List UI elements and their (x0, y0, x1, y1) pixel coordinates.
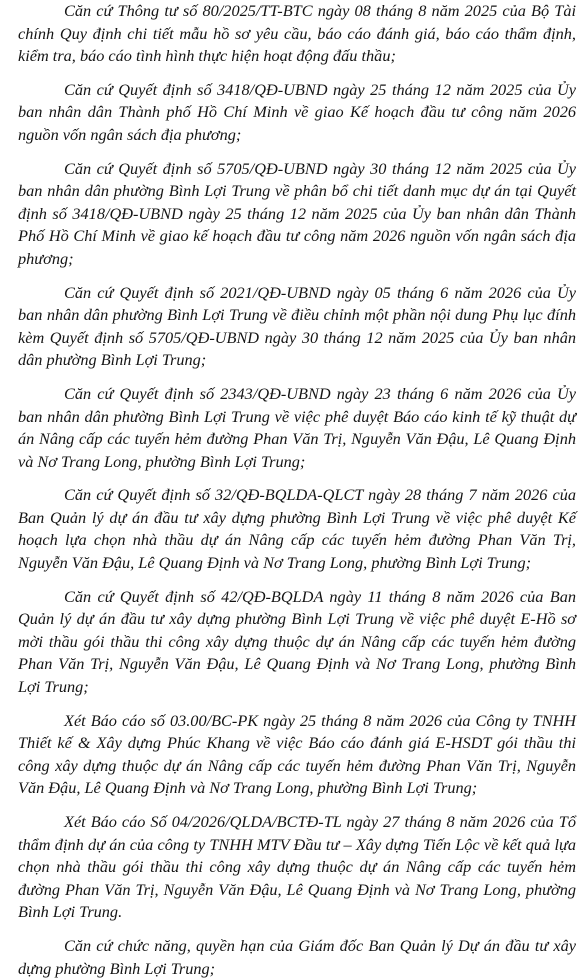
authority-basis: Căn cứ chức năng, quyền hạn của Giám đốc Ban Quản lý Dự án đầu tư xây dựng phường Bình Lợi Trung; (18, 935, 576, 978)
legal-basis-decision-5705: Căn cứ Quyết định số 5705/QĐ-UBND ngày 30 tháng 12 năm 2025 của Ủy ban nhân dân phường Bình Lợi Trung về phân bổ chi tiết danh mục dự án tại Quyết định số 3418/QĐ-UBND ngày 25 tháng 12 năm 2025 của Ủy ban nhân dân Thành Phố Hồ Chí Minh về giao kế hoạch đầu tư công năm 2026 nguồn vốn ngân sách địa phương; (18, 158, 576, 268)
legal-basis-decision-2021: Căn cứ Quyết định số 2021/QĐ-UBND ngày 05 tháng 6 năm 2026 của Ủy ban nhân dân phường Bình Lợi Trung về điều chỉnh một phần nội dung Phụ lục đính kèm Quyết định số 5705/QĐ-UBND ngày 30 tháng 12 năm 2025 của Ủy ban nhân dân phường Bình Lợi Trung; (18, 282, 576, 370)
legal-basis-decision-2343: Căn cứ Quyết định số 2343/QĐ-UBND ngày 23 tháng 6 năm 2026 của Ủy ban nhân dân phường Bình Lợi Trung về việc phê duyệt Báo cáo kinh tế kỹ thuật dự án Nâng cấp các tuyến hẻm đường Phan Văn Trị, Nguyễn Văn Đậu, Lê Quang Định và Nơ Trang Long, phường Bình Lợi Trung; (18, 383, 576, 471)
legal-basis-decision-32: Căn cứ Quyết định số 32/QĐ-BQLDA-QLCT ngày 28 tháng 7 năm 2026 của Ban Quản lý dự án đầu tư xây dựng phường Bình Lợi Trung về việc phê duyệt Kế hoạch lựa chọn nhà thầu dự án Nâng cấp các tuyến hẻm đường Phan Văn Trị, Nguyễn Văn Đậu, Lê Quang Định và Nơ Trang Long, phường Bình Lợi Trung; (18, 485, 576, 573)
considered-report-04: Xét Báo cáo Số 04/2026/QLDA/BCTĐ-TL ngày 27 tháng 8 năm 2026 của Tổ thẩm định dự án của công ty TNHH MTV Đầu tư – Xây dựng Tiến Lộc về kết quả lựa chọn nhà thầu gói thầu thi công xây dựng thuộc dự án Nâng cấp các tuyến hẻm đường Phan Văn Trị, Nguyễn Văn Đậu, Lê Quang Định và Nơ Trang Long, phường Bình Lợi Trung. (18, 812, 576, 922)
legal-basis-decision-42: Căn cứ Quyết định số 42/QĐ-BQLDA ngày 11 tháng 8 năm 2026 của Ban Quản lý dự án đầu tư xây dựng phường Bình Lợi Trung về việc phê duyệt E-Hồ sơ mời thầu gói thầu thi công xây dựng thuộc dự án Nâng cấp các tuyến hẻm đường Phan Văn Trị, Nguyễn Văn Đậu, Lê Quang Định và Nơ Trang Long, phường Bình Lợi Trung; (18, 586, 576, 697)
document-body (18, 0, 576, 980)
legal-basis-decision-3418: Căn cứ Quyết định số 3418/QĐ-UBND ngày 25 tháng 12 năm 2025 của Ủy ban nhân dân Thành phố Hồ Chí Minh về giao Kế hoạch đầu tư công năm 2026 nguồn vốn ngân sách địa phương; (18, 79, 576, 144)
legal-basis-circular-80: Căn cứ Thông tư số 80/2025/TT-BTC ngày 08 tháng 8 năm 2025 của Bộ Tài chính Quy định chi tiết mẫu hồ sơ yêu cầu, báo cáo đánh giá, báo cáo thẩm định, kiểm tra, báo cáo tình hình thực hiện hoạt động đấu thầu; (18, 1, 576, 66)
considered-report-03: Xét Báo cáo số 03.00/BC-PK ngày 25 tháng 8 năm 2026 của Công ty TNHH Thiết kế & Xây dựng Phúc Khang về việc Báo cáo đánh giá E-HSDT gói thầu thi công xây dựng thuộc dự án Nâng cấp các tuyến hẻm đường Phan Văn Trị, Nguyễn Văn Đậu, Lê Quang Định và Nơ Trang Long, phường Bình Lợi Trung; (18, 710, 576, 798)
